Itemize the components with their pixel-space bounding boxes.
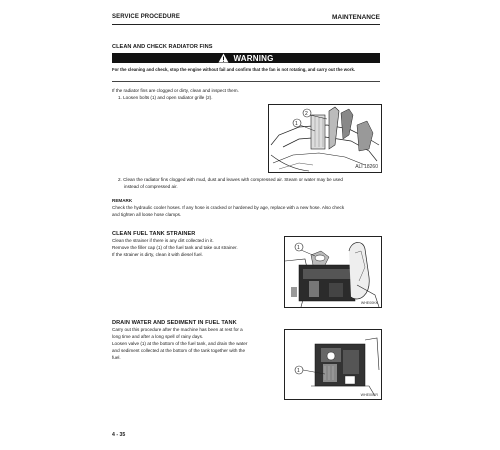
drain-line-5: fuel. (112, 355, 121, 360)
strainer-line-2: Remove the filler cap (1) of the fuel tank and take out strainer. (112, 245, 238, 250)
strainer-section-title: CLEAN FUEL TANK STRAINER (112, 231, 196, 237)
warning-banner (112, 53, 380, 63)
drain-section-title: DRAIN WATER AND SEDIMENT IN FUEL TANK (112, 320, 237, 326)
strainer-line-3: If the strainer is dirty, clean it with diesel fuel. (112, 252, 203, 257)
drain-callout-1: 1 (297, 368, 300, 374)
drain-line-1: Carry out this procedure after the machine has been at rest for a (112, 327, 243, 332)
strainer-callout-1: 1 (297, 245, 300, 251)
radiator-figure-code: ALI 18260 (355, 164, 378, 170)
callout-1: 1 (295, 121, 298, 127)
warning-rule (112, 81, 380, 82)
remark-line-1: Check the hydraulic cooler hoses. If any hose is cracked or hardened by age, replace with a new hose. Also check (112, 205, 345, 210)
strainer-figure-code: WHE00KK (360, 301, 378, 305)
radiator-step-2-line-2: instead of compressed air. (124, 184, 178, 189)
warning-label: WARNING (233, 53, 274, 63)
radiator-illustration (269, 105, 381, 172)
radiator-step-2-line-1: 2. Clean the radiator fins clogged with mud, dust and leaves with compressed air. Steam or water may be used (118, 177, 343, 182)
drain-valve-illustration (285, 330, 381, 399)
remark-label: REMARK (112, 198, 133, 203)
warning-message: For the cleaning and check, stop the engine without fail and confirm that the fan is not rotating, and carry out the work. (112, 67, 356, 72)
strainer-line-1: Clean the strainer if there is any dirt collected in it. (112, 238, 214, 243)
header-rule (112, 24, 380, 25)
remark-line-2: and tighten all loose hose clamps. (112, 212, 182, 217)
drain-figure-code: WHE00KR (360, 393, 378, 397)
radiator-section-title: CLEAN AND CHECK RADIATOR FINS (112, 44, 213, 50)
header-chapter-label: MAINTENANCE (331, 14, 380, 21)
drain-line-4: and sediment collected at the bottom of the tank together with the (112, 348, 246, 353)
warning-triangle-icon (218, 53, 229, 63)
drain-line-3: Loosen valve (1) at the bottom of the fuel tank, and drain the water (112, 341, 248, 346)
drain-line-2: long time and after a long spell of rainy days. (112, 334, 204, 339)
page-number: 4 - 35 (112, 432, 126, 438)
radiator-intro: If the radiator fins are clogged or dirty, clean and inspect them. (112, 88, 239, 93)
radiator-figure (268, 104, 382, 173)
drain-figure (284, 329, 382, 400)
callout-2: 2 (305, 111, 308, 117)
strainer-figure (284, 236, 382, 308)
header-section-label: SERVICE PROCEDURE (112, 14, 180, 20)
radiator-step-1: 1. Loosen bolts (1) and open radiator grille (2). (118, 95, 213, 100)
